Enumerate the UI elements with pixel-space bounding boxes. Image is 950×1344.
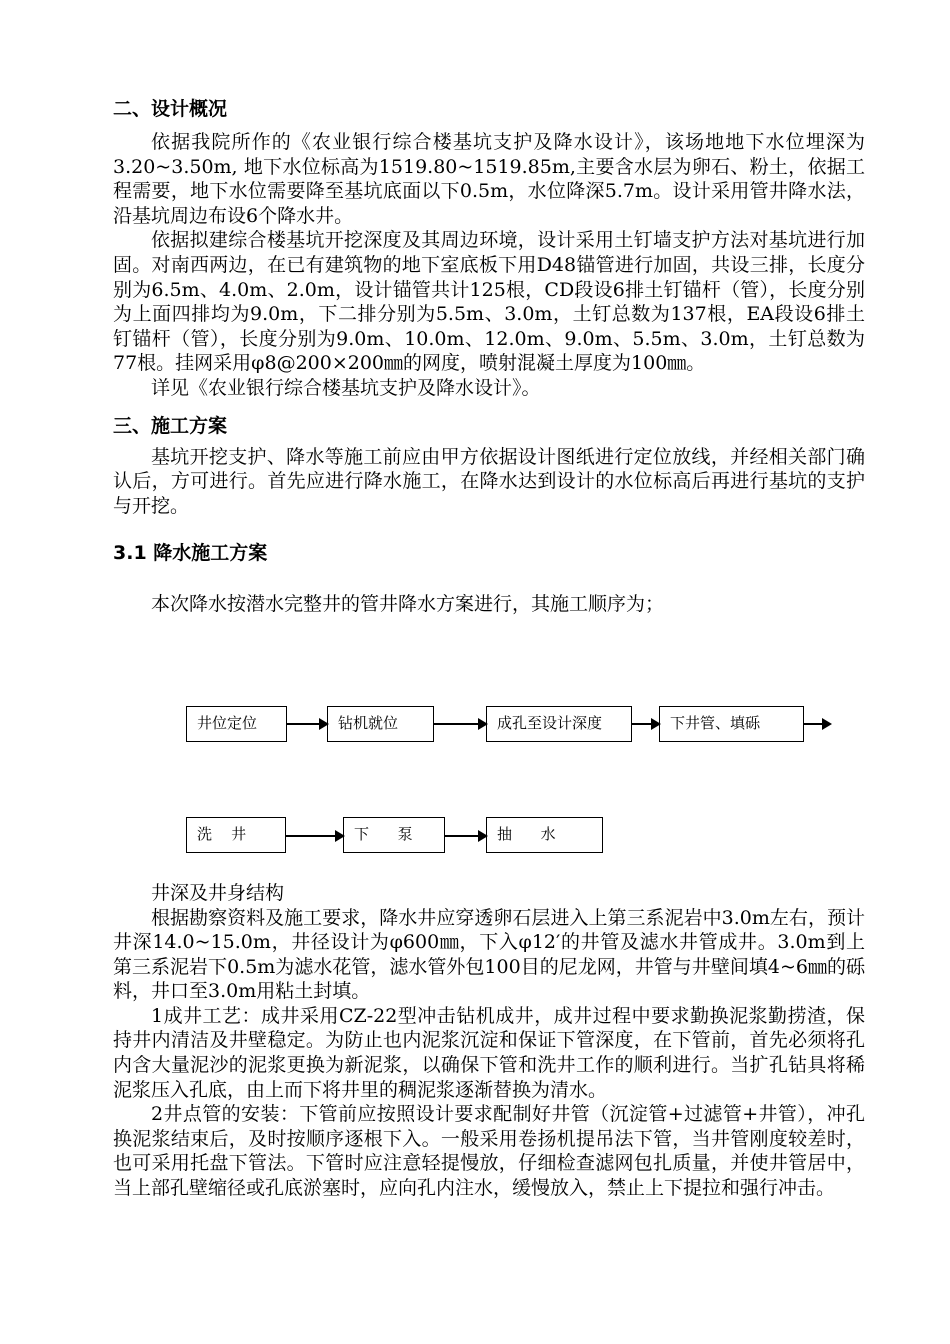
flow-arrow [286, 835, 343, 837]
flow-arrow [287, 723, 327, 725]
paragraph: 根据勘察资料及施工要求，降水井应穿透卵石层进入上第三系泥岩中3.0m左右，预计井深14.0~15.0m，井径设计为φ600㎜，下入φ12′的井管及滤水井管成井。3.0m到上第三系泥岩下0.5m为滤水花管，滤水管外包100目的尼龙网，井管与井壁间填4~6㎜的砾料，井口至3.0m用粘土封填。 [113, 906, 865, 1003]
section-heading-construction-plan: 三、施工方案 [113, 414, 228, 437]
flow-step-install-pipe-gravel: 下井管、填砾 [659, 706, 804, 742]
flow-arrow [632, 723, 659, 725]
paragraph: 详见《农业银行综合楼基坑支护及降水设计》。 [151, 376, 541, 399]
paragraph: 基坑开挖支护、降水等施工前应由甲方依据设计图纸进行定位放线，并经相关部门确认后，方可进行。首先应进行降水施工，在降水达到设计的水位标高后再进行基坑的支护与开挖。 [113, 445, 865, 517]
flow-step-well-positioning: 井位定位 [186, 706, 287, 742]
section-heading-design-overview: 二、设计概况 [113, 98, 228, 120]
flow-arrow [445, 835, 486, 837]
flow-arrow [434, 723, 486, 725]
flow-step-install-pump: 下 泵 [343, 817, 445, 853]
paragraph: 依据我院所作的《农业银行综合楼基坑支护及降水设计》，该场地地下水位埋深为3.20~3.50m, 地下水位标高为1519.80~1519.85m,主要含水层为卵石、粉土，依据工程需要，地下水位需要降至基坑底面以下0.5m，水位降深5.7m。设计采用管井降水法，沿基坑周边布设6个降水井。 [113, 131, 865, 227]
paragraph: 依据拟建综合楼基坑开挖深度及其周边环境，设计采用土钉墙支护方法对基坑进行加固。对南西两边，在已有建筑物的地下室底板下用D48锚管进行加固，共设三排，长度分别为6.5m、4.0m、2.0m，设计锚管共计125根，CD段设6排土钉锚杆（管），长度分别为上面四排均为9.0m，下二排分别为5.5m、3.0m，土钉总数为137根，EA段设6排土钉锚杆（管），长度分别为9.0m、10.0m、12.0m、9.0m、5.5m、3.0m，土钉总数为77根。挂网采用φ8@200×200㎜的网度，喷射混凝土厚度为100㎜。 [113, 229, 865, 375]
paragraph: 本次降水按潜水完整井的管井降水方案进行，其施工顺序为； [151, 593, 665, 616]
construction-flowchart [113, 631, 865, 869]
flow-step-rig-in-place: 钻机就位 [327, 706, 434, 742]
flow-arrow [804, 723, 830, 725]
paragraph: 井深及井身结构 [151, 881, 285, 904]
flow-step-well-washing: 洗 井 [186, 817, 286, 853]
flow-step-pumping: 抽 水 [486, 817, 603, 853]
paragraph: 2井点管的安装：下管前应按照设计要求配制好井管（沉淀管+过滤管+井管），冲孔换泥浆结束后，及时按顺序逐根下入。一般采用卷扬机提吊法下管，当井管刚度较差时，也可采用托盘下管法。下管时应注意轻提慢放，仔细检查滤网包扎质量，并使井管居中，当上部孔壁缩径或孔底淤塞时，应向孔内注水，缓慢放入，禁止上下提拉和强行冲击。 [113, 1103, 865, 1200]
subsection-heading-dewatering: 3.1 降水施工方案 [113, 542, 268, 565]
paragraph: 1成井工艺：成井采用CZ-22型冲击钻机成井，成井过程中要求勤换泥浆勤捞渣，保持井内清洁及井壁稳定。为防止也内泥浆沉淀和保证下管深度，在下管前，首先必须将孔内含大量泥沙的泥浆更换为新泥浆，以确保下管和洗井工作的顺利进行。当扩孔钻具将稀泥浆压入孔底，由上而下将井里的稠泥浆逐渐替换为清水。 [113, 1004, 865, 1101]
document-page [113, 96, 865, 1201]
flow-step-drill-to-depth: 成孔至设计深度 [486, 706, 632, 742]
